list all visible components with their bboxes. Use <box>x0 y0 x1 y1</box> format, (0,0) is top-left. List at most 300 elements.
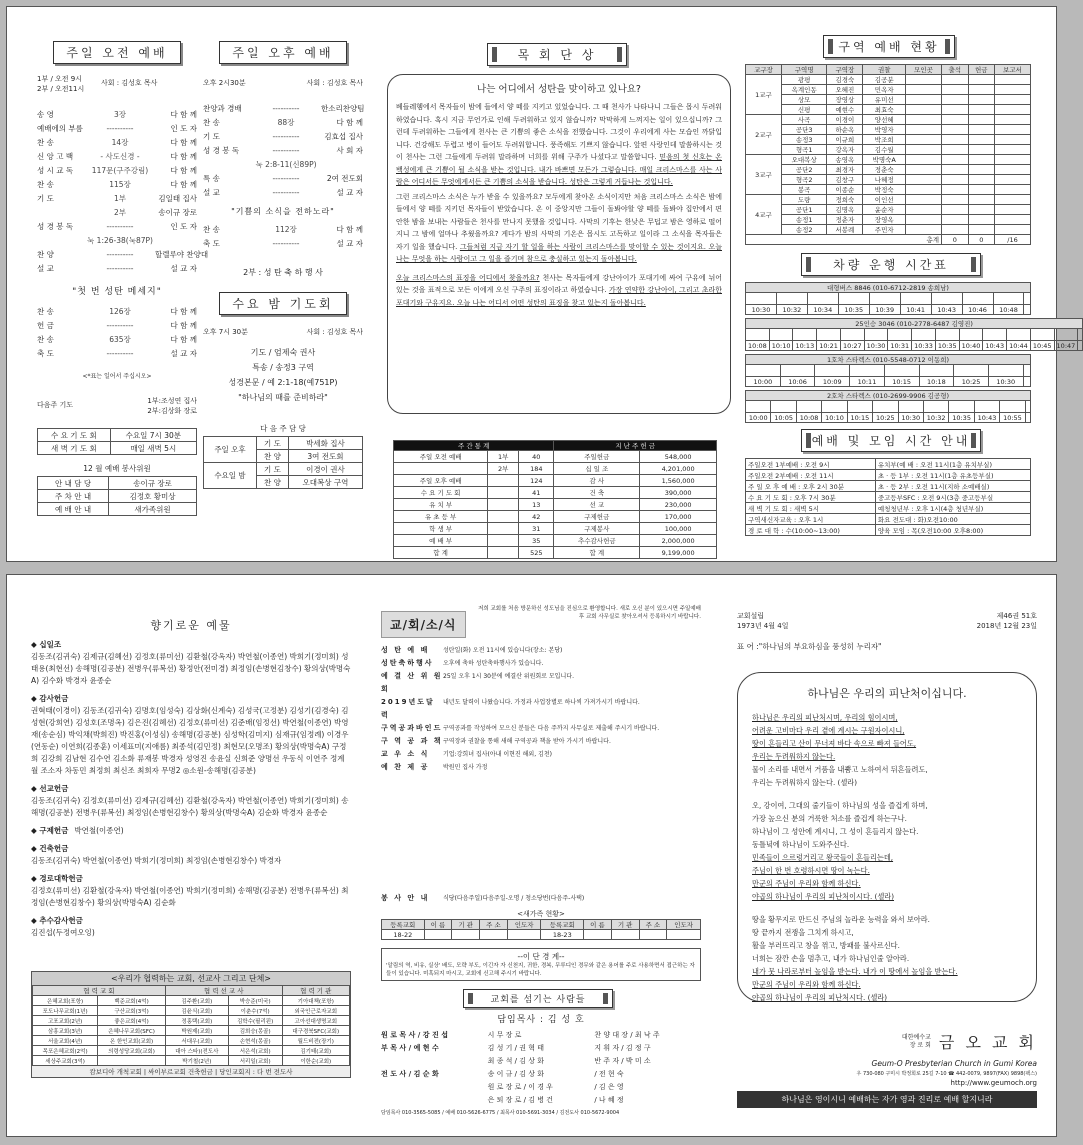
order-cell: 설 교 <box>203 188 220 197</box>
stats-row <box>394 547 717 559</box>
duty-role: 찬 양 <box>257 476 289 489</box>
stats-row <box>394 463 717 475</box>
partner-cell: 구산교회(3억) <box>98 1006 166 1016</box>
stats-cell <box>488 535 519 547</box>
stats-cell: 주일 오전 예배 <box>394 451 488 463</box>
zone-empty <box>968 155 994 165</box>
poem-line: 활을 부러뜨리고 창을 꺾고, 방패를 불사르신다. <box>752 941 900 950</box>
zone-cell: 상모 <box>781 95 826 105</box>
bus-time: 10:09 <box>815 377 850 387</box>
stats-cell: 십 일 조 <box>554 463 640 475</box>
bus-stop <box>912 329 936 341</box>
news-label: 예 찬 제 공 <box>381 763 430 771</box>
zone-cell: 박조희 <box>863 135 906 145</box>
partner-cell: 포도나무교회(1년) <box>33 1006 98 1016</box>
order-row <box>37 164 197 178</box>
offering-section <box>31 639 351 687</box>
bus-time-empty <box>1078 341 1083 351</box>
zone-header: 헌금 <box>968 65 994 75</box>
meeting-table <box>745 458 1031 536</box>
bus-table <box>745 318 1083 351</box>
poem-line: 너희는 잠깐 손을 멈추고, 내가 하나님인줄 알아라. <box>752 954 910 963</box>
wed-line: 특송 / 송정3 구역 <box>252 363 314 372</box>
stats-cell: 230,000 <box>640 499 717 511</box>
phone-list: 담임목사 010-3565-5085 / 예배 010-5626-6775 / 최목사 010-5691-3034 / 김전도사 010-5672-9004 <box>381 1110 620 1116</box>
zone-cell: 하순옥 <box>827 125 863 135</box>
bus-header-row <box>746 319 1083 329</box>
zone-empty <box>968 215 994 225</box>
sunday-am-column <box>37 7 209 561</box>
notice-title: --이 단 경 계-- <box>517 952 565 961</box>
column-p3-underline2: 가장 연약한 강난아이, 그리고 초라한 포대기와 구유지요. 오늘 나는 어디서 어떤 성탄의 표징을 찾고 있는지 돌아봅니다. <box>396 286 722 307</box>
partners-h: 협 력 선 교 사 <box>165 986 282 996</box>
poem-line: 땅이 흔들리고 산이 무너져 바다 속으로 빠져 들어도, <box>752 739 917 748</box>
order-cell: 예배에의 부름 <box>37 124 83 133</box>
bulletin-outer-page <box>6 574 1057 1137</box>
news-text: 성탄일(화) 오전 11시에 있습니다(장소: 본당) <box>443 647 563 654</box>
order-cell: ---------- <box>272 104 300 113</box>
offering-names: 김정호(류미선) 김환철(강옥자) 박연철(이종연) 박희기(정미희) 송해명(김공분) 전병우(류복선) 최정임(손병현김창수) 황의상(박명숙A) 김순화 <box>31 886 349 907</box>
order-row <box>203 102 363 116</box>
zone-cell: 공단3 <box>781 125 826 135</box>
zone-row <box>746 185 1031 195</box>
offering-sections <box>31 639 351 955</box>
order-cell: 찬 송 <box>203 225 220 234</box>
zone-empty <box>995 185 1031 195</box>
offering-section <box>31 843 351 867</box>
poem-title: 하나님은 우리의 피난처이십니다. <box>807 687 967 700</box>
offering-section <box>31 825 351 837</box>
poem-line: 우리는 두려워하지 않는다. (셀라) <box>752 778 858 787</box>
bus-stop <box>962 293 993 305</box>
stats-cell: 548,000 <box>640 451 717 463</box>
poem-line: 만군의 주님이 우리와 함께 하신다. <box>752 879 861 888</box>
column-p1: 베들레헴에서 목자들이 밤에 들에서 양 떼를 지키고 있었습니다. 그 때 천사가 나타나니 그들은 몹시 두려워하였습니다. 혹시 지금 무언가로 인해 두려워하고 있지 않습니까? 막막하게 느껴지는 일이 있으십니까? 그런데 두려워하는 그들에게 천사는 큰 기쁨의 좋은 소식을 전했습니다. 그것이 우리에게 사는 모습인 까닭입니다. 건강해도 두렵고 병이 들어도 두려워합니다. 풍족해도 기쁘지 않습니다. 앞편 사랑인데 말씀하시는 것이 천사는 그런 그들에게 두려워 말라하며 너희를 위해 구주가 나셨다고 말씀합니다. <box>396 103 722 161</box>
news-text: 박원민 집사 가정 <box>443 764 488 771</box>
bus-stop <box>884 365 919 377</box>
newcomer-table <box>381 919 701 940</box>
zone-cell: 김창구 <box>827 175 863 185</box>
offering-names: 김동조(김귀숙) 김정호(류미선) 김제규(김혜선) 김환철(강옥자) 박연철(이종연) 박희기(정미희) 송해명(김공분) 전병우(류복선) 최정임(손병현김창수) 황의상(박명숙A) 김순화 박경자 윤종순 <box>31 796 349 817</box>
people-cell: / 김 은 영 <box>594 1083 624 1091</box>
people-row <box>381 1081 701 1094</box>
partner-cell: 박기철(2년) <box>165 1056 228 1066</box>
bus-stop <box>873 401 898 413</box>
stats-cell: 건 축 <box>554 487 640 499</box>
staff-person: 김정호 황미상 <box>109 490 197 503</box>
next-prayer-label: 다음주 기도 <box>37 401 74 409</box>
offering-column <box>31 575 351 1136</box>
bus-stop <box>1054 329 1078 341</box>
order-cell: 115장 <box>109 180 131 189</box>
zone-row <box>746 215 1031 225</box>
stats-cell: 학 생 부 <box>394 523 488 535</box>
bus-time-row <box>746 413 1031 423</box>
newcomer-header: 등록교회 <box>382 920 425 930</box>
zone-empty <box>906 125 942 135</box>
order-cell: 눅 1:26-38(눅87P) <box>87 236 153 245</box>
zone-cell: 나혜정 <box>863 175 906 185</box>
partner-cell: 김윤식(교회) <box>165 1006 228 1016</box>
stats-cell: 35 <box>519 535 554 547</box>
duty-table <box>203 436 363 489</box>
order-cell: 성 경 봉 독 <box>37 222 74 231</box>
order-cell: 다 함 께 <box>170 180 197 189</box>
partner-row <box>33 1036 350 1046</box>
service-value: 식당(다음주일)다음주일-오명 / 청소당번(다음주-사택) <box>443 895 585 902</box>
news-label: 2019년도달력 <box>381 698 435 719</box>
order-cell: ---------- <box>272 132 300 141</box>
meeting-row <box>746 492 1031 503</box>
duty-title: 다 음 주 담 당 <box>260 424 306 433</box>
order-cell: 송이규 장로 <box>158 208 197 217</box>
people-cell: 원 로 목 사 / 강 진 섭 <box>381 1031 448 1039</box>
stats-cell: 390,000 <box>640 487 717 499</box>
zone-cell: 최경자 <box>827 165 863 175</box>
order-row <box>37 192 197 206</box>
zone-cell: 박영자 <box>863 125 906 135</box>
meeting-cell: 양육 모임 : 목(오전10:00 오후8:00) <box>875 525 1030 536</box>
order-row <box>203 237 363 251</box>
partner-cell: 박원제(교회) <box>165 1026 228 1036</box>
news-label: 성 탄 예 배 <box>381 646 430 654</box>
offering-header: 지 난 주 헌 금 <box>554 441 717 451</box>
news-label: 교 우 소 식 <box>381 750 430 758</box>
zone-cell: 정춘숙 <box>863 165 906 175</box>
zone-row <box>746 225 1031 235</box>
sunday-pm-time: 오후 2시30분 <box>203 79 246 87</box>
news-label: 예 결 산 위 원 회 <box>381 672 443 693</box>
bulletin-inner-page <box>6 6 1076 562</box>
offering-heading: ◆ 감사헌금 <box>31 694 69 703</box>
zone-cell: 양선혜 <box>863 115 906 125</box>
bus-time: 10:25 <box>873 413 898 423</box>
zone-row <box>746 85 1031 95</box>
wed-time: 오후 7시 30분 <box>203 328 248 336</box>
news-item <box>381 696 701 722</box>
zone-empty <box>968 125 994 135</box>
order-row <box>203 172 363 186</box>
partner-cell: 서울교회(4년) <box>33 1036 98 1046</box>
bus-stop <box>1024 293 1031 305</box>
zone-empty <box>906 195 942 205</box>
news-intro: 저희 교회를 처음 방문하신 성도님을 진심으로 환영합니다. 새로 오신 분이 있으시면 주일예배 후 교회 사무실로 찾아오셔서 등록하시기 바랍니다. <box>478 606 701 620</box>
meeting-cell: 구역새신자교육 : 오후 1시 <box>746 514 876 525</box>
order-cell: 찬 송 <box>203 118 220 127</box>
stats-cell: 유 치 부 <box>394 499 488 511</box>
duty-person: 박세화 집사 <box>288 437 362 450</box>
order-cell: 눅 2:8-11(신89P) <box>255 160 317 169</box>
zone-cell: 광평 <box>781 75 826 85</box>
news-label: 성탄축하행사 <box>381 659 434 667</box>
news-item <box>381 735 701 748</box>
order-cell: 김효섭 집사 <box>324 132 363 141</box>
partners-h: 협 력 기 관 <box>282 986 349 996</box>
bus-stop <box>822 401 847 413</box>
zone-row <box>746 75 1031 85</box>
order-cell: ---------- <box>272 239 300 248</box>
bus-time: 10:35 <box>838 305 869 315</box>
bus-time: 10:44 <box>1007 341 1031 351</box>
staff-person: 새가족위원 <box>109 503 197 516</box>
order-row <box>37 206 197 220</box>
order-cell: ---------- <box>272 146 300 155</box>
people-cell <box>381 1094 488 1107</box>
bus-stop <box>1025 401 1030 413</box>
next-prayer-1: 1부:조성연 집사 <box>147 397 197 405</box>
zone-empty <box>942 155 968 165</box>
meeting-cell: 예청청년부 : 오후 1시(4층 청년부실) <box>875 503 1030 514</box>
poem-line <box>752 789 1022 799</box>
meeting-row <box>746 503 1031 514</box>
zone-cell: 정춘자 <box>827 215 863 225</box>
zone-table <box>745 64 1031 245</box>
stats-row <box>394 451 717 463</box>
zone-cell: 도량 <box>781 195 826 205</box>
bus-stop <box>796 401 821 413</box>
bus-stop <box>817 329 841 341</box>
bus-stop <box>983 329 1007 341</box>
prayer-meeting-table <box>37 428 197 455</box>
people-title: 교회를 섬기는 사람들 <box>463 989 613 1008</box>
zone-cell: 주민자 <box>863 225 906 235</box>
bus-time: 10:39 <box>869 305 900 315</box>
order-cell: 126장 <box>109 307 131 316</box>
bus-time: 10:43 <box>974 413 999 423</box>
zone-empty <box>906 95 942 105</box>
partner-cell: 서대우(교회) <box>165 1036 228 1046</box>
partner-cell: 이춘수(7억) <box>228 1006 282 1016</box>
people-row <box>381 1042 701 1055</box>
bus-stop-row <box>746 401 1031 413</box>
stats-cell <box>488 523 519 535</box>
zone-empty <box>942 225 968 235</box>
order-cell: 김일태 집사 <box>158 194 197 203</box>
order-cell: 다 함 께 <box>170 110 197 119</box>
partner-cell: 김학수(필리핀) <box>228 1016 282 1026</box>
order-cell: 인 도 자 <box>170 124 197 133</box>
bus-time-row <box>746 341 1083 351</box>
poem-line: 주님이 한 번 호령하시면 땅이 녹는다. <box>752 866 870 875</box>
order-cell: 3장 <box>113 110 127 119</box>
order-row <box>37 234 197 248</box>
zone-district: 1교구 <box>746 75 782 115</box>
zone-empty <box>942 145 968 155</box>
meeting-cell: 수 요 기 도 회 : 오후 7시 30분 <box>746 492 876 503</box>
order-row <box>37 333 197 347</box>
zone-cell: 공단2 <box>781 165 826 175</box>
bus-stop <box>840 329 864 341</box>
bus-name: 1호차 스타렉스 (010-5548-0712 이동희) <box>746 355 1031 365</box>
bus-stop <box>869 293 900 305</box>
bus-time: 10:47 <box>1054 341 1078 351</box>
church-address: 우 730-080 구미시 박정희로 25길 7-10 ☎ 442-0079, 9897(FAX) 9898(팩스) <box>856 1071 1037 1077</box>
bus-time: 10:30 <box>746 305 777 315</box>
order-cell: 찬 양 <box>37 250 54 259</box>
partner-row <box>33 1016 350 1026</box>
zone-cell: 유미선 <box>863 95 906 105</box>
partner-cell: 박승준(미국) <box>228 996 282 1006</box>
order-row <box>37 248 209 262</box>
order-cell: 인 도 자 <box>170 222 197 231</box>
zone-cell: 신평 <box>781 105 826 115</box>
denomination: 대한예수교 장 로 회 <box>901 1033 931 1049</box>
sunday-am-title: 주일 오전 예배 <box>53 41 180 64</box>
people-cell: 최 종 석 / 김 상 화 <box>487 1057 544 1065</box>
meeting-row <box>746 459 1031 470</box>
zone-row <box>746 115 1031 125</box>
bus-tables <box>745 282 1076 423</box>
bus-stop <box>1030 329 1054 341</box>
people-cell: 전 도 사 / 김 순 화 <box>381 1070 439 1078</box>
order-row <box>203 144 363 158</box>
order-cell: 다 함 께 <box>336 225 363 234</box>
stats-row <box>394 475 717 487</box>
bus-time: 10:35 <box>949 413 974 423</box>
order-cell: ---------- <box>272 174 300 183</box>
poem-line <box>752 903 1022 913</box>
bus-time: 10:05 <box>771 413 796 423</box>
bus-stop <box>850 365 885 377</box>
stats-cell <box>488 487 519 499</box>
zone-cell: 옥계인동 <box>781 85 826 95</box>
bus-time: 10:41 <box>900 305 931 315</box>
order-cell: 117문(구주강림) <box>91 166 149 175</box>
order-row <box>37 262 197 276</box>
zone-empty <box>906 185 942 195</box>
bus-time: 10:46 <box>962 305 993 315</box>
order-row <box>203 223 363 237</box>
order-cell <box>37 234 85 248</box>
zone-row <box>746 195 1031 205</box>
zone-empty <box>995 165 1031 175</box>
sunday-am-order2 <box>37 305 197 361</box>
order-cell: 2부 <box>113 208 127 217</box>
order-row <box>37 150 197 164</box>
zone-empty <box>942 115 968 125</box>
partner-cell: 외국인근로자교회 <box>282 1006 349 1016</box>
order-cell: 다 함 께 <box>170 335 197 344</box>
meeting-cell: 유치부(예 배 : 오전 11시(1층 유치부실) <box>875 459 1030 470</box>
bus-header-row <box>746 283 1031 293</box>
offering-heading: ◆ 선교헌금 <box>31 784 69 793</box>
sunday-am-sermon: "첫 번 성탄 메세지" <box>72 287 162 297</box>
order-cell: 다 함 께 <box>170 321 197 330</box>
partner-cell: 목포은혜교회(2억) <box>33 1046 98 1056</box>
order-cell: 14장 <box>111 138 129 147</box>
order-cell: 축 도 <box>37 349 54 358</box>
zone-empty <box>906 105 942 115</box>
zone-empty <box>942 85 968 95</box>
stats-row <box>394 523 717 535</box>
order-cell: 성 경 봉 독 <box>203 146 240 155</box>
news-item <box>381 670 701 696</box>
poem-line: 오, 강이여, 그대의 줄기들이 하나님의 성을 즐겁게 하며, <box>752 801 928 810</box>
next-prayer-2: 2부:김상화 장로 <box>147 407 197 415</box>
people-cell: 부 목 사 / 예 현 수 <box>381 1044 439 1052</box>
zone-cell: 공단1 <box>781 205 826 215</box>
bus-name: 2호차 스타렉스 (010-2699-9906 김공형) <box>746 391 1031 401</box>
people-cell <box>381 1055 488 1068</box>
people-list <box>381 1029 701 1107</box>
zone-header: 보고서 <box>995 65 1031 75</box>
church-url[interactable]: http://www.geumoch.org <box>950 1079 1037 1087</box>
notice-text: '알림의 역, 비유, 실상' 배도, 모략 부도, 이긴자 자 신천지, 귀한, 경복, 무루디인 경무와 같은 용어를 주로 사용하면서 접근하는 자들이 있습니다. 미혹되지 마시고, 교회에 신고해 주시기 바랍니다. <box>386 963 695 977</box>
stats-cell: 합 계 <box>394 547 488 559</box>
poem-box <box>737 672 1037 1002</box>
zone-empty <box>906 205 942 215</box>
bus-stop <box>923 401 948 413</box>
news-item <box>381 644 701 657</box>
bus-time: 10:15 <box>847 413 872 423</box>
bus-time: 10:32 <box>923 413 948 423</box>
zone-empty <box>995 85 1031 95</box>
stats-cell: 124 <box>519 475 554 487</box>
zone-empty <box>968 95 994 105</box>
people-cell: 반 주 자 / 박 미 소 <box>594 1057 651 1065</box>
stats-cell: 42 <box>519 511 554 523</box>
zone-empty <box>906 115 942 125</box>
zone-row <box>746 165 1031 175</box>
order-row <box>37 220 197 234</box>
poem-line: 가장 높으신 분의 거룩한 처소를 즐겁게 하는구나. <box>752 814 907 823</box>
partner-cell: 김주환(교회) <box>165 996 228 1006</box>
zone-cell: 장영상 <box>827 95 863 105</box>
stats-cell: 40 <box>519 451 554 463</box>
people-cell: 시 무 장 로 <box>487 1031 522 1039</box>
duty-service: 주일 오후 <box>204 437 257 463</box>
newcomer-header: 인도자 <box>507 920 541 930</box>
bus-stop <box>1000 401 1025 413</box>
zone-cell: 김명옥 <box>827 205 863 215</box>
order-row <box>203 130 363 144</box>
bus-time: 10:33 <box>912 341 936 351</box>
order-cell: 할렐루야 찬양대 <box>155 250 209 259</box>
bus-time: 10:32 <box>776 305 807 315</box>
order-cell: 사 회 자 <box>336 146 363 155</box>
zone-cell: 최효숙 <box>863 105 906 115</box>
order-cell: 찬 송 <box>37 307 54 316</box>
bus-time: 10:30 <box>988 377 1023 387</box>
stats-cell <box>488 499 519 511</box>
column-p3-underline: 오늘 크리스마스의 표징을 어디에서 찾을까요? <box>396 273 540 282</box>
news-text: 구역공과를 작성하여 모으신 분들은 다음 주까지 사무실로 제출해 주시기 바랍니다. <box>443 725 660 732</box>
zone-total-att: 0 <box>942 235 968 245</box>
bus-table <box>745 354 1031 387</box>
bus-stop <box>1007 329 1031 341</box>
bus-stop <box>746 365 781 377</box>
zone-cell: 서봉례 <box>827 225 863 235</box>
meeting-title: 예배 및 모임 시간 안내 <box>801 429 981 452</box>
bus-stop <box>988 365 1023 377</box>
zone-empty <box>906 135 942 145</box>
bus-stop <box>959 329 983 341</box>
founded: 교회설립 1973년 4월 4일 <box>737 612 789 630</box>
offering-section <box>31 915 351 939</box>
order-cell: 다 함 께 <box>170 166 197 175</box>
order-cell: 635장 <box>109 335 131 344</box>
order-cell: 2여 전도회 <box>326 174 363 183</box>
zone-row <box>746 105 1031 115</box>
partners-table <box>32 985 350 1066</box>
zone-empty <box>995 175 1031 185</box>
duty-person: 3여 전도회 <box>288 450 362 463</box>
zone-title: 구역 예배 현황 <box>823 35 955 58</box>
zone-cell: 이인선 <box>863 195 906 205</box>
offering-heading: ◆ 십일조 <box>31 640 62 649</box>
staff-role: 주 차 안 내 <box>38 490 109 503</box>
order-cell: 송 영 <box>37 110 54 119</box>
